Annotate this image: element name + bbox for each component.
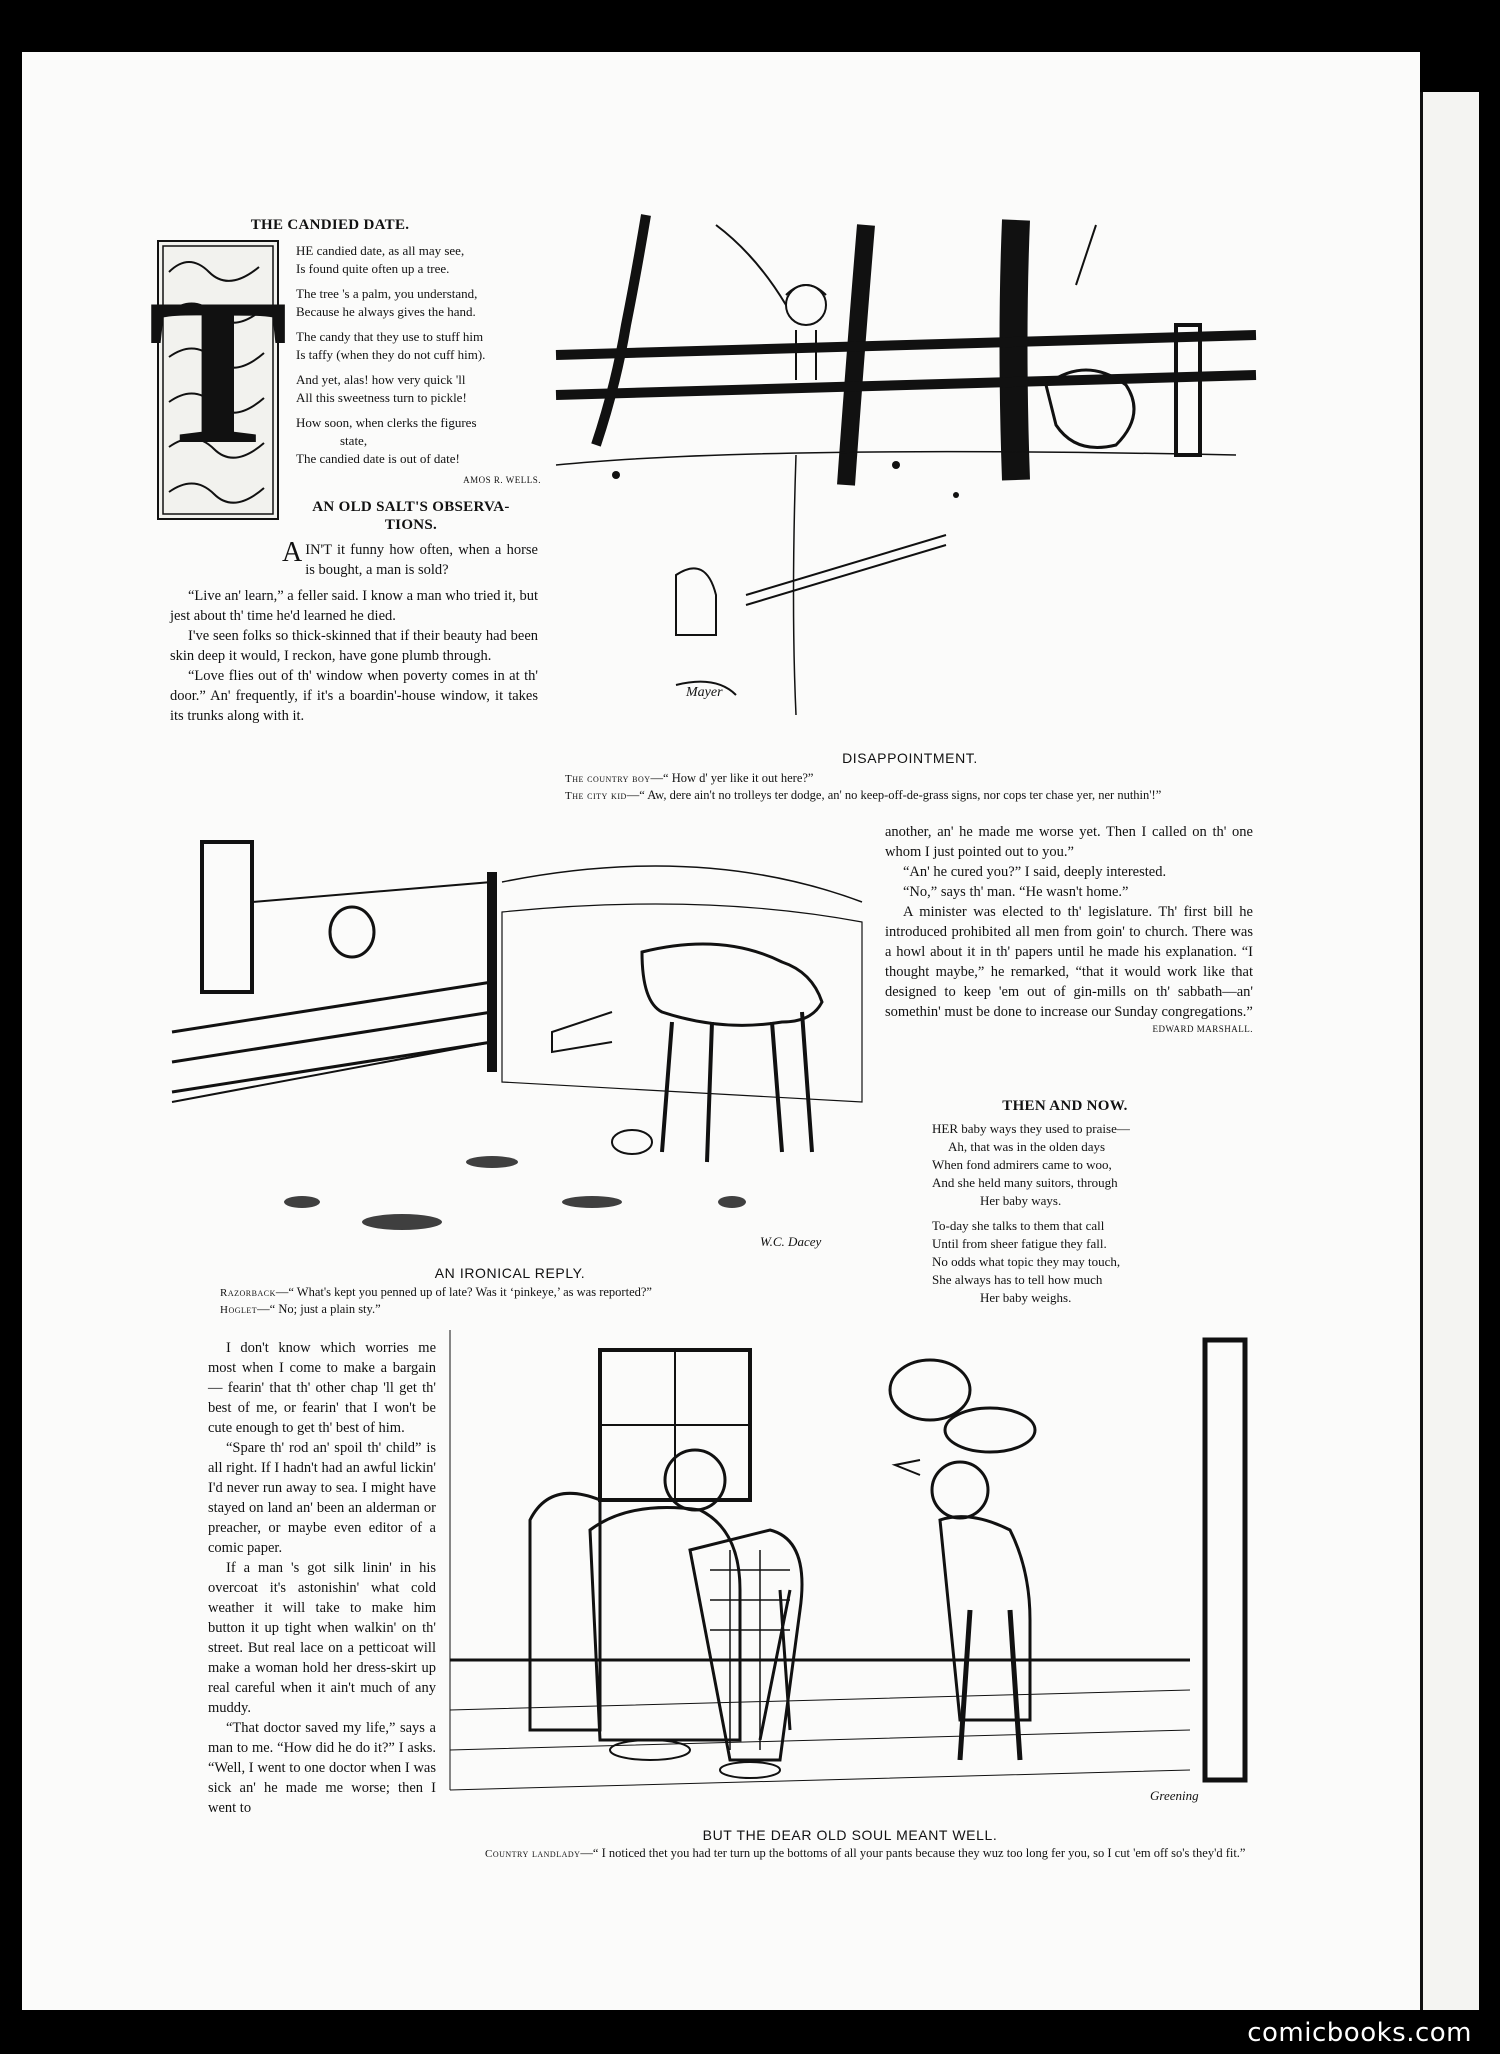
poem-line: HER baby ways they used to praise— (932, 1121, 1130, 1136)
paragraph: “Live an' learn,” a feller said. I know a man who tried it, but jest about th' time he'd learned he died. (170, 588, 538, 624)
article-body-left-bottom (208, 1338, 436, 1818)
poem-line: Is taffy (when they do not cuff him). (296, 347, 486, 362)
poem-line: And yet, alas! how very quick 'll (296, 372, 466, 387)
poem-title-then-and-now: THEN AND NOW. (1002, 1098, 1128, 1114)
poem-line: Because he always gives the hand. (296, 304, 476, 319)
paragraph: “Spare th' rod an' spoil th' child” is all right. If I hadn't had an awful lickin' I'd never run away to sea. I might have stayed on land an' been an alderman or preacher, or maybe even editor of a comic paper. (208, 1440, 436, 1556)
cartoon-ironical-reply (172, 822, 872, 1262)
poem-line: When fond admirers came to woo, (932, 1157, 1112, 1172)
artist-signature: Mayer (686, 685, 723, 700)
poem-line: She always has to tell how much (932, 1272, 1103, 1287)
poem-line: The tree 's a palm, you understand, (296, 286, 478, 301)
paragraph: “No,” says th' man. “He wasn't home.” (903, 884, 1129, 900)
artist-signature: Greening (1150, 1788, 1199, 1803)
illustration-pigs-pen (172, 822, 872, 1262)
caption-title-ironical-reply: AN IRONICAL REPLY. (434, 1265, 586, 1281)
poem-line: To-day she talks to them that call (932, 1218, 1105, 1233)
article-body-right (885, 822, 1253, 1034)
drop-cap: A (282, 537, 303, 568)
paragraph: A minister was elected to th' legislature. Th' first bill he introduced prohibited all men from goin' to church. There was a howl about it in th' papers until he made his explanation. “I thought maybe,” he remarked, “that it would work like that designed to keep 'em out of gin-mills on th' sabbath—an' somethin' must be done to increase our Sunday congregations.” (885, 904, 1253, 1020)
caption-title-dear-old-soul: BUT THE DEAR OLD SOUL MEANT WELL. (702, 1827, 998, 1843)
poem-then-and-now (932, 1120, 1222, 1314)
paragraph: If a man 's got silk linin' in his overcoat it's astonishin' what cold weather it will take to make him button it up tight when walkin' on th' street. But real lace on a petticoat will make a woman hold her dress-skirt up real careful when it ain't much of any muddy. (208, 1560, 436, 1716)
poem-line: state, (340, 433, 368, 448)
poem-line: The candied date is out of date! (296, 451, 460, 466)
poem-line: All this sweetness turn to pickle! (296, 390, 467, 405)
poem-line: Her baby ways. (980, 1193, 1062, 1208)
article-author: EDWARD MARSHALL. (1152, 1024, 1253, 1034)
speaker-label: Country landlady (485, 1848, 581, 1860)
poem-line: Is found quite often up a tree. (296, 261, 450, 276)
illustration-landlady-and-boarder (450, 1330, 1270, 1820)
paragraph: I don't know which worries me most when I come to make a bargain — fearin' that th' other chap 'll get th' best of me, or fearin' that I won't be cute enough to get th' best of him. (208, 1340, 436, 1436)
watermark: comicbooks.com (1247, 2018, 1472, 2048)
dialogue: —“ What's kept you penned up of late? Was it ‘pinkeye,’ as was reported?” (275, 1285, 652, 1299)
caption-ironical-reply (220, 1284, 860, 1318)
paragraph: “That doctor saved my life,” says a man to me. “How did he do it?” I asks. “Well, I went to one doctor when I was sick an' he made me worse; then I went to (208, 1720, 436, 1816)
caption-disappointment (565, 770, 1265, 804)
poem-line: Her baby weighs. (980, 1290, 1072, 1305)
poem-title-candied-date: THE CANDIED DATE. (250, 217, 410, 233)
speaker-label: Hoglet (220, 1304, 258, 1316)
dialogue: —“ I noticed thet you had ter turn up the bottoms of all your pants because they wuz too long fer you, so I cut 'em off so's they'd fit.” (580, 1846, 1246, 1860)
dialogue: —“ Aw, dere ain't no trolleys ter dodge, an' no keep-off-de-grass signs, nor cops ter chase yer, ner nuthin'!” (626, 788, 1162, 802)
speaker-label: The country boy (565, 773, 651, 785)
caption-title-disappointment: DISAPPOINTMENT. (842, 750, 978, 766)
paragraph: “An' he cured you?” I said, deeply interested. (903, 864, 1167, 880)
dialogue: —“ No; just a plain sty.” (257, 1302, 381, 1316)
paragraph: I've seen folks so thick-skinned that if their beauty had been skin deep it would, I reckon, have gone plumb through. (170, 628, 538, 664)
title-line: TIONS. (384, 517, 438, 533)
poem-line: No odds what topic they may touch, (932, 1254, 1121, 1269)
poem-candied-date (296, 242, 541, 485)
poem-line: And she held many suitors, through (932, 1175, 1118, 1190)
artist-signature: W.C. Dacey (760, 1234, 822, 1249)
illustration-boys-on-fence (556, 215, 1261, 745)
ornament-vine-icon (147, 242, 289, 518)
dialogue: —“ How d' yer like it out here?” (650, 771, 814, 785)
initial-letter: T (147, 256, 289, 488)
article-body-left-top (170, 537, 538, 726)
speaker-label: The city kid (565, 790, 627, 802)
paragraph: another, an' he made me worse yet. Then I called on th' one whom I just pointed out to you.” (885, 824, 1253, 860)
speaker-label: Razorback (220, 1287, 276, 1299)
poem-line: How soon, when clerks the figures (296, 415, 477, 430)
cartoon-dear-old-soul (450, 1330, 1270, 1820)
poem-author: AMOS R. WELLS. (463, 475, 541, 485)
poem-line: HE candied date, as all may see, (296, 243, 465, 258)
poem-line: Ah, that was in the olden days (948, 1139, 1106, 1154)
title-line: AN OLD SALT'S OBSERVA- (312, 499, 510, 515)
decorative-initial (147, 240, 289, 520)
article-title-old-salt (286, 498, 536, 534)
caption-dear-old-soul (455, 1845, 1275, 1862)
paragraph: IN'T it funny how often, when a horse is bought, a man is sold? (305, 542, 538, 578)
paragraph: “Love flies out of th' window when poverty comes in at th' door.” An' frequently, if it's a boardin'-house window, it takes its trunks along with it. (170, 668, 538, 724)
poem-line: Until from sheer fatigue they fall. (932, 1236, 1107, 1251)
poem-line: The candy that they use to stuff him (296, 329, 484, 344)
next-page-edge (1420, 92, 1479, 2010)
cartoon-disappointment (556, 215, 1261, 745)
